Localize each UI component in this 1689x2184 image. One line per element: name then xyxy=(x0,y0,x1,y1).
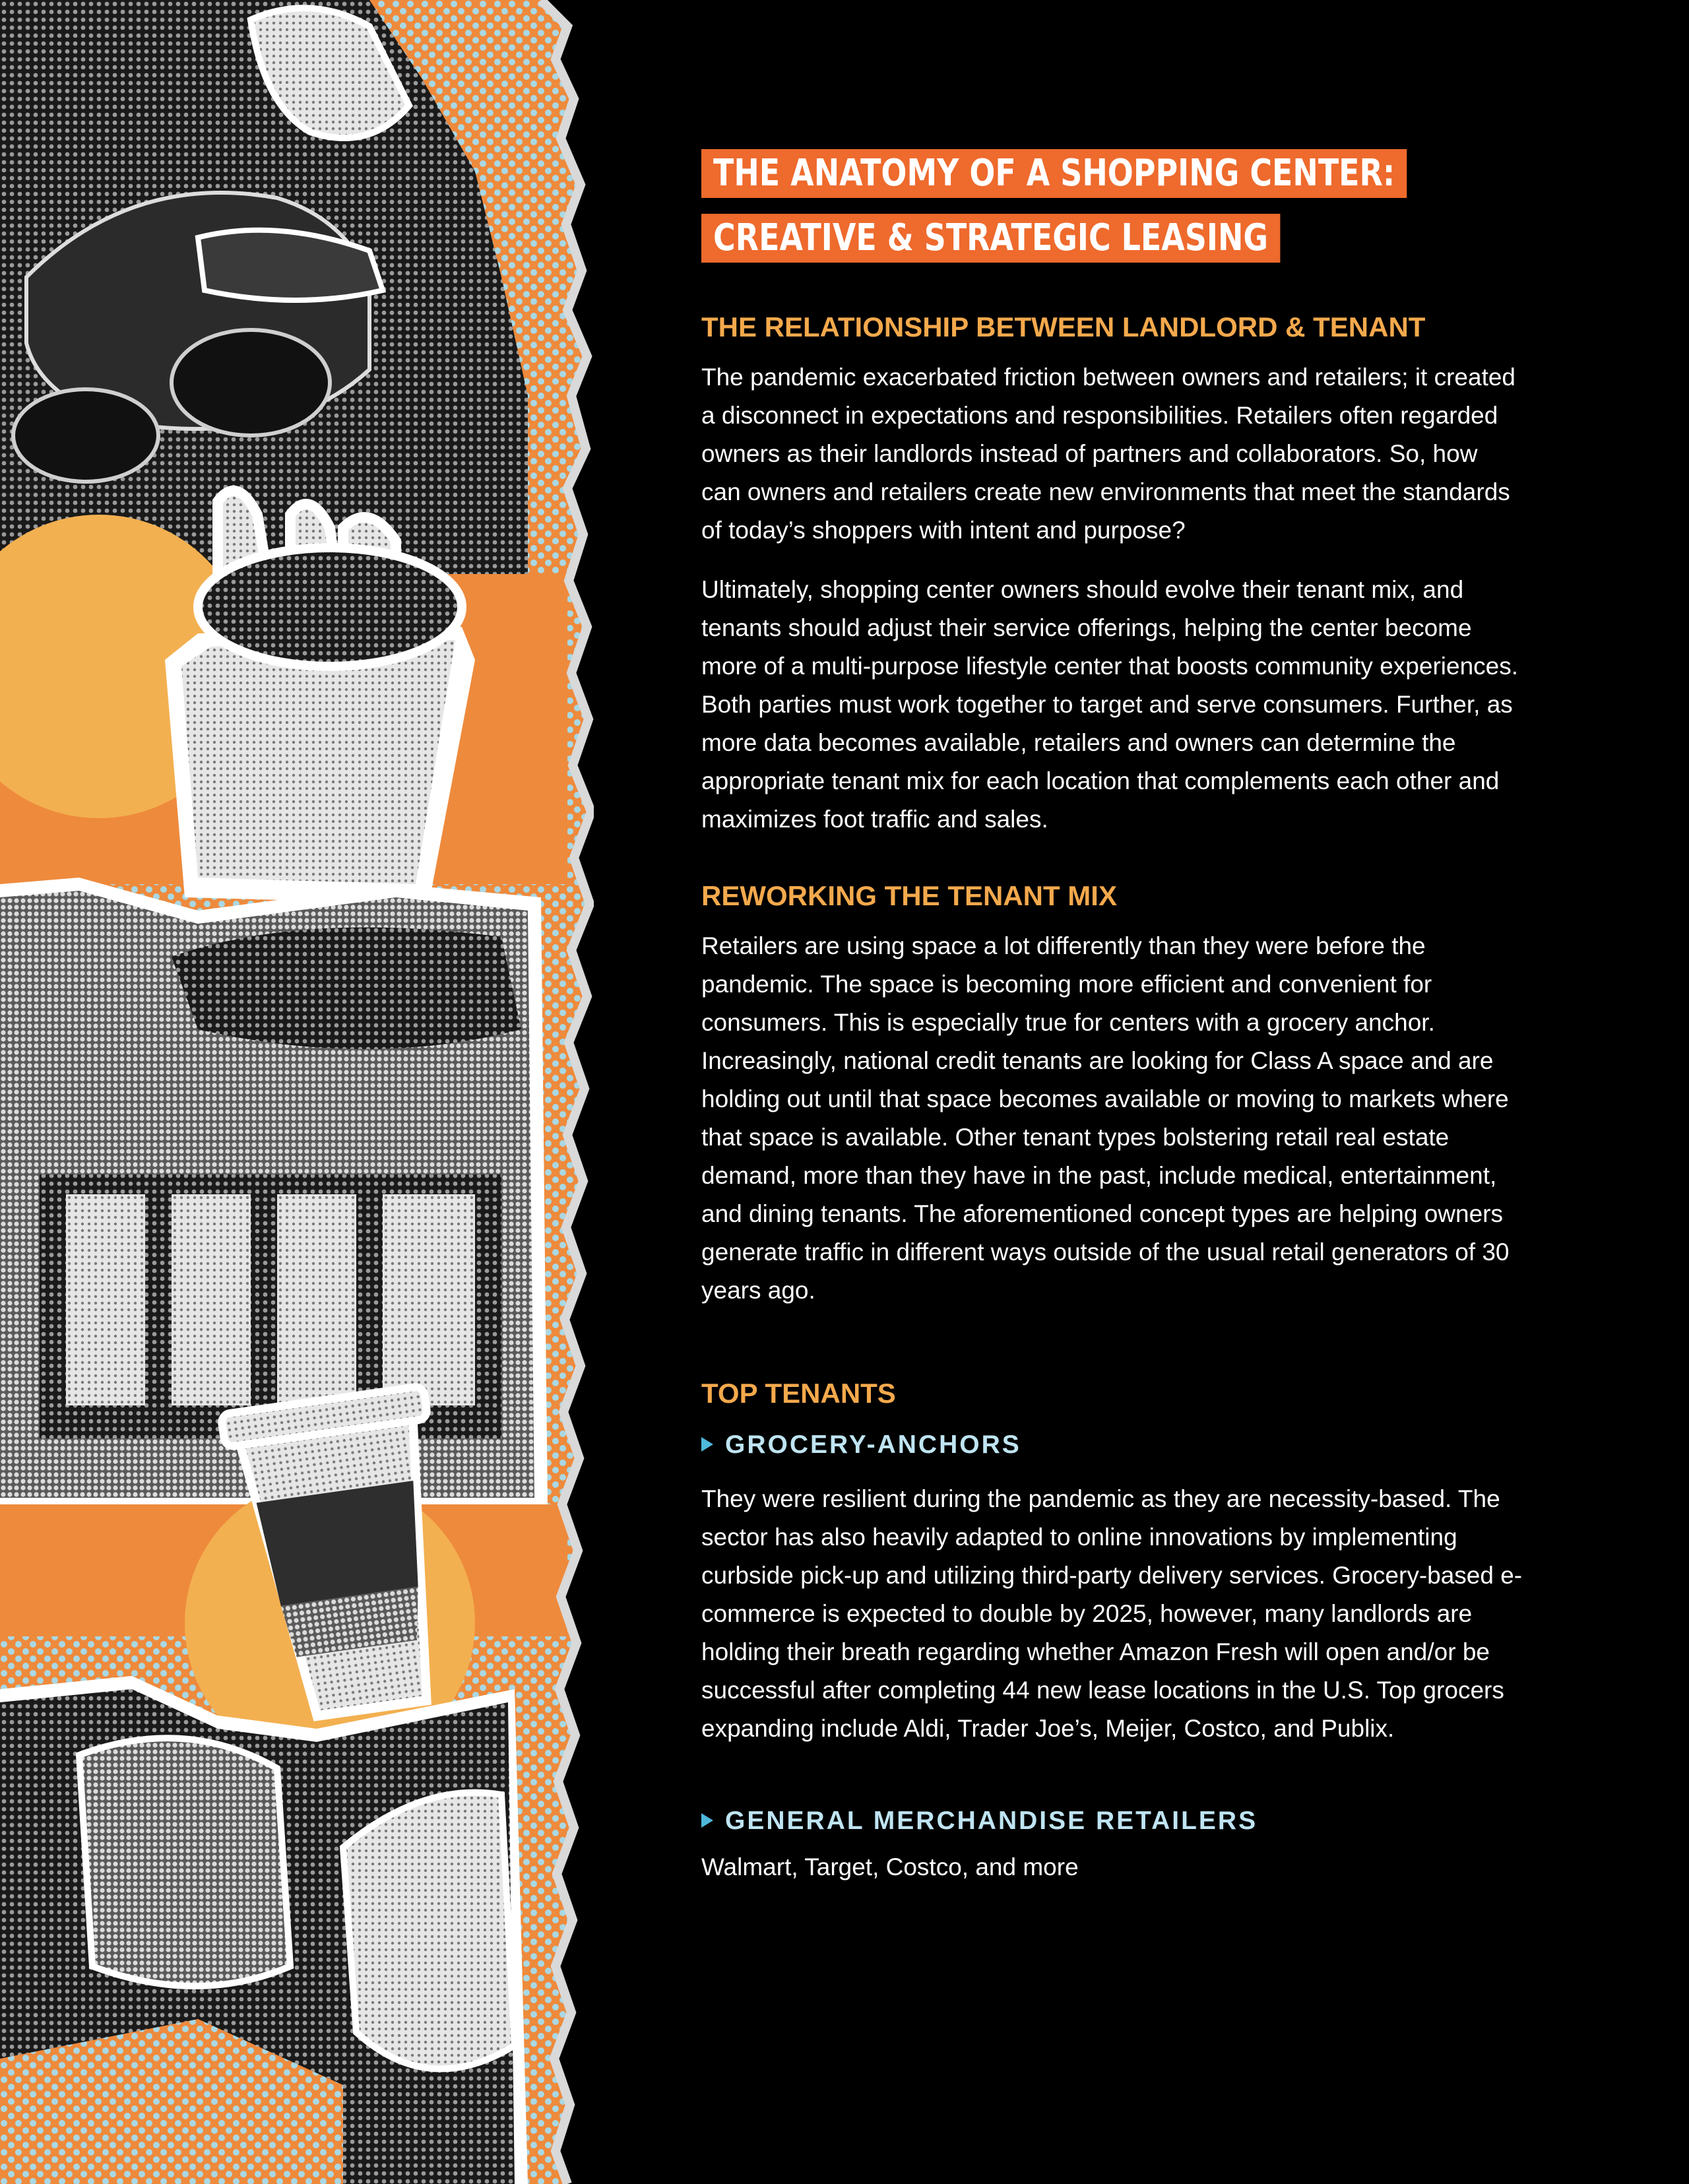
subheading-general-merchandise xyxy=(701,1803,1559,1839)
title-line-1 xyxy=(701,149,1559,198)
subheading-grocery-anchors-label: GROCERY-ANCHORS xyxy=(725,1430,1021,1459)
title-line-2 xyxy=(701,214,1559,263)
page-title-line-2: CREATIVE & STRATEGIC LEASING xyxy=(701,214,1280,263)
delivery-photo xyxy=(0,1676,528,2184)
paragraph-general-merchandise: Walmart, Target, Costco, and more xyxy=(701,1853,1079,1880)
paragraph-reworking-tenant-mix: Retailers are using space a lot differently than they were before the pandemic. The space is becoming more efficient and convenient for consumers. This is especially true for centers with a grocery anchor. Increasingly, national credit tenants are looking for Class A space and are holding out until that space becomes available or moving to markets where that space is available. Other tenant types bolstering retail real estate demand, more than they have in the past, include medical, entertainment, and dining tenants. The aforementioned concept types are helping owners generate traffic in different ways outside of the usual retail generators of 30 years ago. xyxy=(701,932,1510,1304)
paragraph-grocery-anchors: They were resilient during the pandemic as they are necessity-based. The sector has also heavily adapted to online innovations by implementing curbside pick-up and utilizing third-party delivery services. Grocery-based e-commerce is expected to double by 2025, however, many landlords are holding their breath regarding whether Amazon Fresh will open and/or be successful after completing 44 new lease locations in the U.S. Top grocers expanding include Aldi, Trader Joe’s, Meijer, Costco, and Publix. xyxy=(701,1485,1523,1742)
section-heading-reworking-tenant-mix: REWORKING THE TENANT MIX xyxy=(701,880,1117,911)
subheading-grocery-anchors xyxy=(701,1427,1559,1463)
page-title-line-1: THE ANATOMY OF A SHOPPING CENTER: xyxy=(701,149,1407,198)
play-triangle-icon xyxy=(701,1813,713,1828)
play-triangle-icon xyxy=(701,1437,713,1452)
decorative-collage xyxy=(0,0,594,2184)
subheading-general-merchandise-label: GENERAL MERCHANDISE RETAILERS xyxy=(725,1807,1258,1835)
section-heading-top-tenants: TOP TENANTS xyxy=(701,1378,896,1409)
section-heading-landlord-tenant: THE RELATIONSHIP BETWEEN LANDLORD & TENANT xyxy=(701,311,1426,342)
paragraph-pandemic-friction: The pandemic exacerbated friction between owners and retailers; it created a disconnect in expectations and responsibilities. Retailers often regarded owners as their landlords instead of partners and collaborators. So, how can owners and retailers create new environments that meet the standards of today’s shoppers with intent and purpose? xyxy=(701,364,1516,544)
article xyxy=(701,149,1559,1886)
paragraph-evolve-tenant-mix: Ultimately, shopping center owners should evolve their tenant mix, and tenants should adjust their service offerings, helping the center become more of a multi-purpose lifestyle center that boosts community experiences. Both parties must work together to target and serve consumers. Further, as more data becomes available, retailers and owners can determine the appropriate tenant mix for each location that complements each other and maximizes foot traffic and sales. xyxy=(701,576,1519,833)
